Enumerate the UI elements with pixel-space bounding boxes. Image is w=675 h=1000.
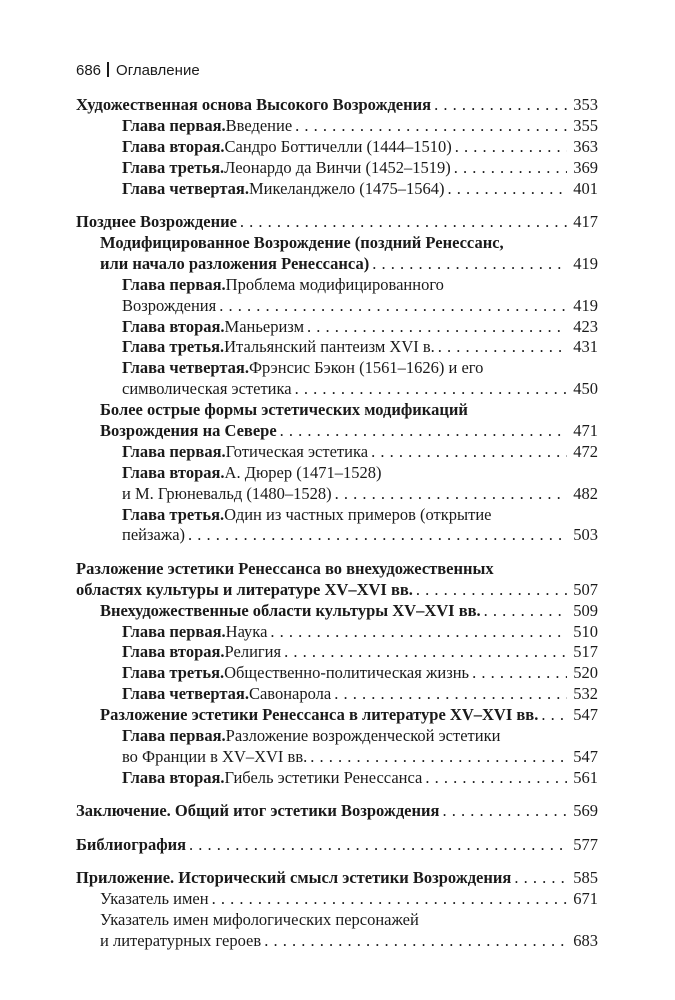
toc-entry-line <box>76 559 494 579</box>
toc-title: Более острые формы эстетических модификаций <box>100 400 468 419</box>
toc-page-number: 507 <box>573 580 598 599</box>
toc-entry <box>122 663 598 683</box>
dot-leader <box>307 317 567 337</box>
chapter-label: Глава первая. <box>122 622 226 641</box>
toc-entry <box>122 317 598 337</box>
toc-page-number: 547 <box>573 747 598 766</box>
dot-leader <box>514 868 567 888</box>
dot-leader <box>438 337 567 357</box>
toc-title: и литературных героев <box>100 931 262 950</box>
toc-title: Наука <box>225 622 268 641</box>
chapter-label: Глава четвертая. <box>122 684 249 703</box>
toc-page-number: 569 <box>573 801 598 820</box>
toc-page-number: 363 <box>573 137 598 156</box>
toc-page-number: 547 <box>573 705 598 724</box>
toc-title: или начало разложения Ренессанса) <box>100 254 370 273</box>
toc-entry <box>100 254 598 274</box>
dot-leader <box>448 179 568 199</box>
toc-title: Модифицированное Возрождение (поздний Ренессанс, <box>100 233 504 252</box>
toc-entry <box>122 768 598 788</box>
toc-title: Указатель имен мифологических персонажей <box>100 910 419 929</box>
dot-leader <box>295 379 568 399</box>
toc-entry <box>76 212 598 232</box>
dot-leader <box>219 296 567 316</box>
toc-title: Возрождения <box>122 296 217 315</box>
toc-page-number: 561 <box>573 768 598 787</box>
toc-entry <box>76 868 598 888</box>
toc-title: областях культуры и литературе XV–XVI вв. <box>76 580 413 599</box>
dot-leader <box>371 442 567 462</box>
chapter-label: Глава первая. <box>122 116 226 135</box>
toc-entry <box>76 801 598 821</box>
toc-entry <box>122 158 598 178</box>
dot-leader <box>270 622 567 642</box>
dot-leader <box>240 212 567 232</box>
toc-page-number: 503 <box>573 525 598 544</box>
dot-leader <box>425 768 567 788</box>
toc-title: А. Дюрер (1471–1528) <box>224 463 382 482</box>
dot-leader <box>264 931 567 951</box>
toc-page-number: 510 <box>573 622 598 641</box>
section-title: Оглавление <box>116 62 200 79</box>
toc-entry-line <box>100 910 419 930</box>
toc-entry <box>100 931 598 951</box>
toc-entry <box>122 622 598 642</box>
toc-entry <box>76 835 598 855</box>
toc-title: Возрождения на Севере <box>100 421 277 440</box>
toc-title: Проблема модифицированного <box>225 275 444 294</box>
toc-entry <box>100 889 598 909</box>
toc-page-number: 353 <box>573 95 598 114</box>
toc-page-number: 517 <box>573 642 598 661</box>
toc-title: Готическая эстетика <box>225 442 369 461</box>
toc-title: Итальянский пантеизм XVI в. <box>224 337 435 356</box>
dot-leader <box>334 684 567 704</box>
toc-title: и М. Грюневальд (1480–1528) <box>122 484 332 503</box>
dot-leader <box>310 747 567 767</box>
toc-entry <box>122 747 598 767</box>
toc-title: Савонарола <box>248 684 332 703</box>
toc-page-number: 471 <box>573 421 598 440</box>
toc-entry-line <box>122 505 491 525</box>
dot-leader <box>442 801 567 821</box>
dot-leader <box>372 254 567 274</box>
dot-leader <box>454 158 568 178</box>
toc-title: Фрэнсис Бэкон (1561–1626) и его <box>248 358 484 377</box>
chapter-label: Глава третья. <box>122 158 225 177</box>
page-number: 686 <box>76 62 102 79</box>
toc-page-number: 482 <box>573 484 598 503</box>
dot-leader <box>284 642 567 662</box>
toc-entry <box>76 580 598 600</box>
toc-entry <box>100 421 598 441</box>
toc-entry-line <box>122 463 381 483</box>
toc-entry-line <box>122 358 483 378</box>
toc-title: Приложение. Исторический смысл эстетики Возрождения <box>76 868 512 887</box>
toc-page-number: 450 <box>573 379 598 398</box>
chapter-label: Глава третья. <box>122 505 225 524</box>
toc-title: Микеланджело (1475–1564) <box>248 179 445 198</box>
chapter-label: Глава первая. <box>122 275 226 294</box>
toc-entry <box>122 337 598 357</box>
chapter-label: Глава вторая. <box>122 317 225 336</box>
dot-leader <box>541 705 567 725</box>
toc-page-number: 683 <box>573 931 598 950</box>
toc-entry <box>122 642 598 662</box>
toc-page-number: 355 <box>573 116 598 135</box>
dot-leader <box>212 889 568 909</box>
toc-entry <box>122 296 598 316</box>
toc-page-number: 369 <box>573 158 598 177</box>
toc-title: Леонардо да Винчи (1452–1519) <box>224 158 451 177</box>
chapter-label: Глава первая. <box>122 442 226 461</box>
toc-page-number: 423 <box>573 317 598 336</box>
toc-entry <box>122 484 598 504</box>
toc-title: Позднее Возрождение <box>76 212 237 231</box>
toc-entry <box>122 525 598 545</box>
toc-page-number: 417 <box>573 212 598 231</box>
toc-page-number: 401 <box>573 179 598 198</box>
toc-page-number: 520 <box>573 663 598 682</box>
toc-title: Маньеризм <box>224 317 305 336</box>
chapter-label: Глава третья. <box>122 663 225 682</box>
chapter-label: Глава третья. <box>122 337 225 356</box>
dot-leader <box>434 95 567 115</box>
toc-title: Религия <box>224 642 282 661</box>
chapter-label: Глава четвертая. <box>122 358 249 377</box>
dot-leader <box>280 421 568 441</box>
toc-title: Библиография <box>76 835 187 854</box>
toc-page-number: 509 <box>573 601 598 620</box>
chapter-label: Глава вторая. <box>122 642 225 661</box>
toc-entry <box>100 601 598 621</box>
toc-entry-line <box>122 275 444 295</box>
toc-title: Заключение. Общий итог эстетики Возрождения <box>76 801 440 820</box>
dot-leader <box>189 835 567 855</box>
toc-page-number: 419 <box>573 254 598 273</box>
chapter-label: Глава вторая. <box>122 137 225 156</box>
dot-leader <box>188 525 567 545</box>
dot-leader <box>295 116 567 136</box>
toc-page-number: 431 <box>573 337 598 356</box>
toc-page-number: 532 <box>573 684 598 703</box>
toc-entry-line <box>100 400 468 420</box>
toc-title: символическая эстетика <box>122 379 292 398</box>
toc-title: Внехудожественные области культуры XV–XVI вв. <box>100 601 481 620</box>
toc-entry <box>122 684 598 704</box>
toc-page-number: 671 <box>573 889 598 908</box>
toc-title: Гибель эстетики Ренессанса <box>224 768 423 787</box>
toc-title: Один из частных примеров (открытие <box>224 505 492 524</box>
chapter-label: Глава вторая. <box>122 768 225 787</box>
toc-title: во Франции в XV–XVI вв. <box>122 747 308 766</box>
toc-title: Художественная основа Высокого Возрождения <box>76 95 432 114</box>
toc-entry <box>122 442 598 462</box>
toc-page-number: 585 <box>573 868 598 887</box>
dot-leader <box>472 663 567 683</box>
toc-entry-line <box>122 726 500 746</box>
toc-entry-line <box>100 233 504 253</box>
dot-leader <box>455 137 567 157</box>
toc-title: Указатель имен <box>100 889 209 908</box>
toc-title: Сандро Боттичелли (1444–1510) <box>224 137 452 156</box>
toc-title: Разложение эстетики Ренессанса во внехудожественных <box>76 559 494 578</box>
toc-title: Разложение эстетики Ренессанса в литературе XV–XVI вв. <box>100 705 539 724</box>
chapter-label: Глава первая. <box>122 726 226 745</box>
toc-entry <box>100 705 598 725</box>
dot-leader <box>335 484 568 504</box>
toc-page-number: 419 <box>573 296 598 315</box>
toc-page-number: 472 <box>573 442 598 461</box>
toc-title: пейзажа) <box>122 525 186 544</box>
toc-title: Общественно-политическая жизнь <box>224 663 470 682</box>
toc-entry <box>76 95 598 115</box>
toc-entry <box>122 179 598 199</box>
toc-title: Введение <box>225 116 293 135</box>
chapter-label: Глава четвертая. <box>122 179 249 198</box>
dot-leader <box>484 601 568 621</box>
dot-leader <box>416 580 567 600</box>
toc-entry <box>122 116 598 136</box>
toc-title: Разложение возрожденческой эстетики <box>225 726 501 745</box>
chapter-label: Глава вторая. <box>122 463 225 482</box>
toc-entry <box>122 137 598 157</box>
toc-page-number: 577 <box>573 835 598 854</box>
toc-entry <box>122 379 598 399</box>
